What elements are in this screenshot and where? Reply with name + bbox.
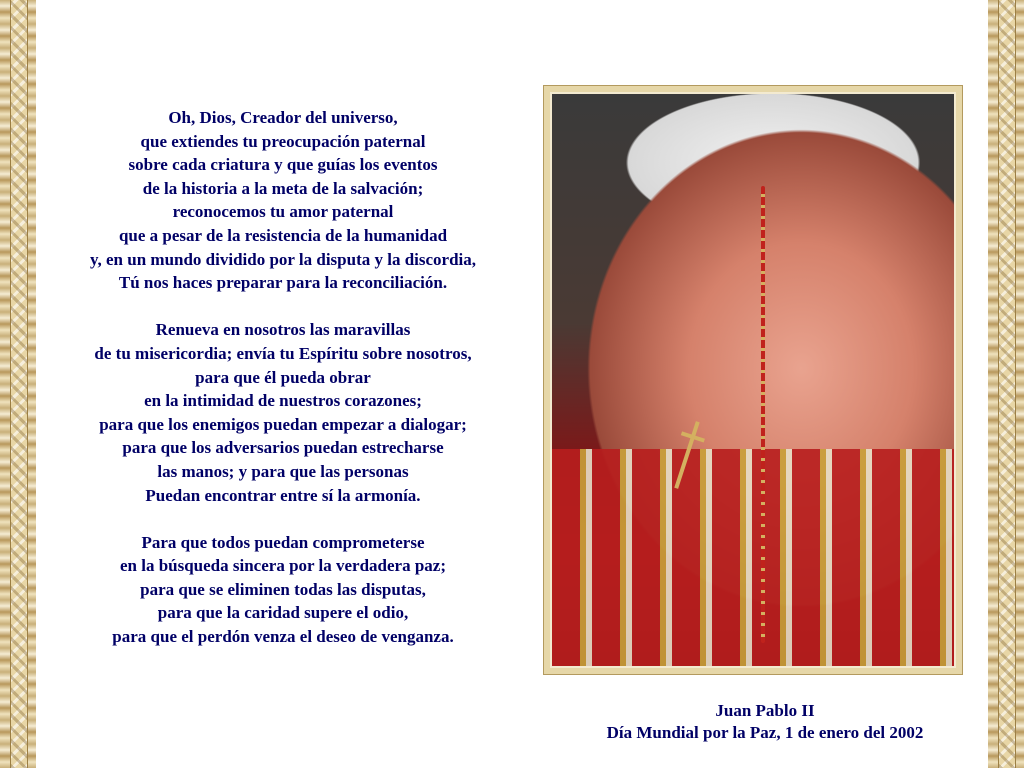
prayer-line: y, en un mundo dividido por la disputa y la discordia, — [89, 249, 477, 269]
prayer-line: para que los adversarios puedan estrecharse — [122, 438, 444, 458]
prayer-stanza-3 — [36, 531, 530, 649]
prayer-line: de tu misericordia; envía tu Espíritu sobre nosotros, — [94, 343, 472, 363]
prayer-stanza-1 — [36, 106, 530, 295]
prayer-line: para que la caridad supere el odio, — [157, 603, 409, 623]
prayer-line: reconocemos tu amor paternal — [172, 202, 394, 222]
prayer-line: para que los enemigos puedan empezar a dialogar; — [99, 414, 467, 434]
decorative-border-left — [0, 0, 36, 768]
decorative-border-right — [988, 0, 1024, 768]
rosary-beads — [761, 186, 765, 644]
prayer-line: que extiendes tu preocupación paternal — [140, 131, 426, 151]
prayer-line: para que se eliminen todas las disputas, — [140, 579, 426, 599]
prayer-line: Tú nos haces preparar para la reconciliación. — [118, 273, 448, 293]
prayer-line: las manos; y para que las personas — [157, 461, 409, 481]
prayer-stanza-2 — [36, 318, 530, 507]
photo-frame — [544, 86, 962, 674]
prayer-line: de la historia a la meta de la salvación; — [142, 178, 424, 198]
prayer-line: para que el perdón venza el deseo de venganza. — [112, 627, 454, 647]
prayer-text — [36, 106, 530, 672]
attribution-occasion: Día Mundial por la Paz, 1 de enero del 2002 — [606, 723, 924, 742]
prayer-line: en la intimidad de nuestros corazones; — [144, 391, 422, 411]
prayer-line: Puedan encontrar entre sí la armonía. — [145, 485, 421, 505]
prayer-line: que a pesar de la resistencia de la humanidad — [118, 225, 448, 245]
prayer-line: en la búsqueda sincera por la verdadera paz; — [119, 556, 446, 576]
praying-pope-photo — [552, 94, 954, 666]
prayer-line: Oh, Dios, Creador del universo, — [168, 108, 398, 127]
prayer-line: Renueva en nosotros las maravillas — [155, 320, 411, 340]
prayer-line: sobre cada criatura y que guías los eventos — [128, 155, 438, 175]
attribution — [570, 700, 960, 744]
prayer-line: para que él pueda obrar — [195, 367, 371, 387]
author-name: Juan Pablo II — [715, 701, 815, 720]
red-vestment — [552, 449, 954, 666]
prayer-line: Para que todos puedan comprometerse — [141, 532, 425, 552]
